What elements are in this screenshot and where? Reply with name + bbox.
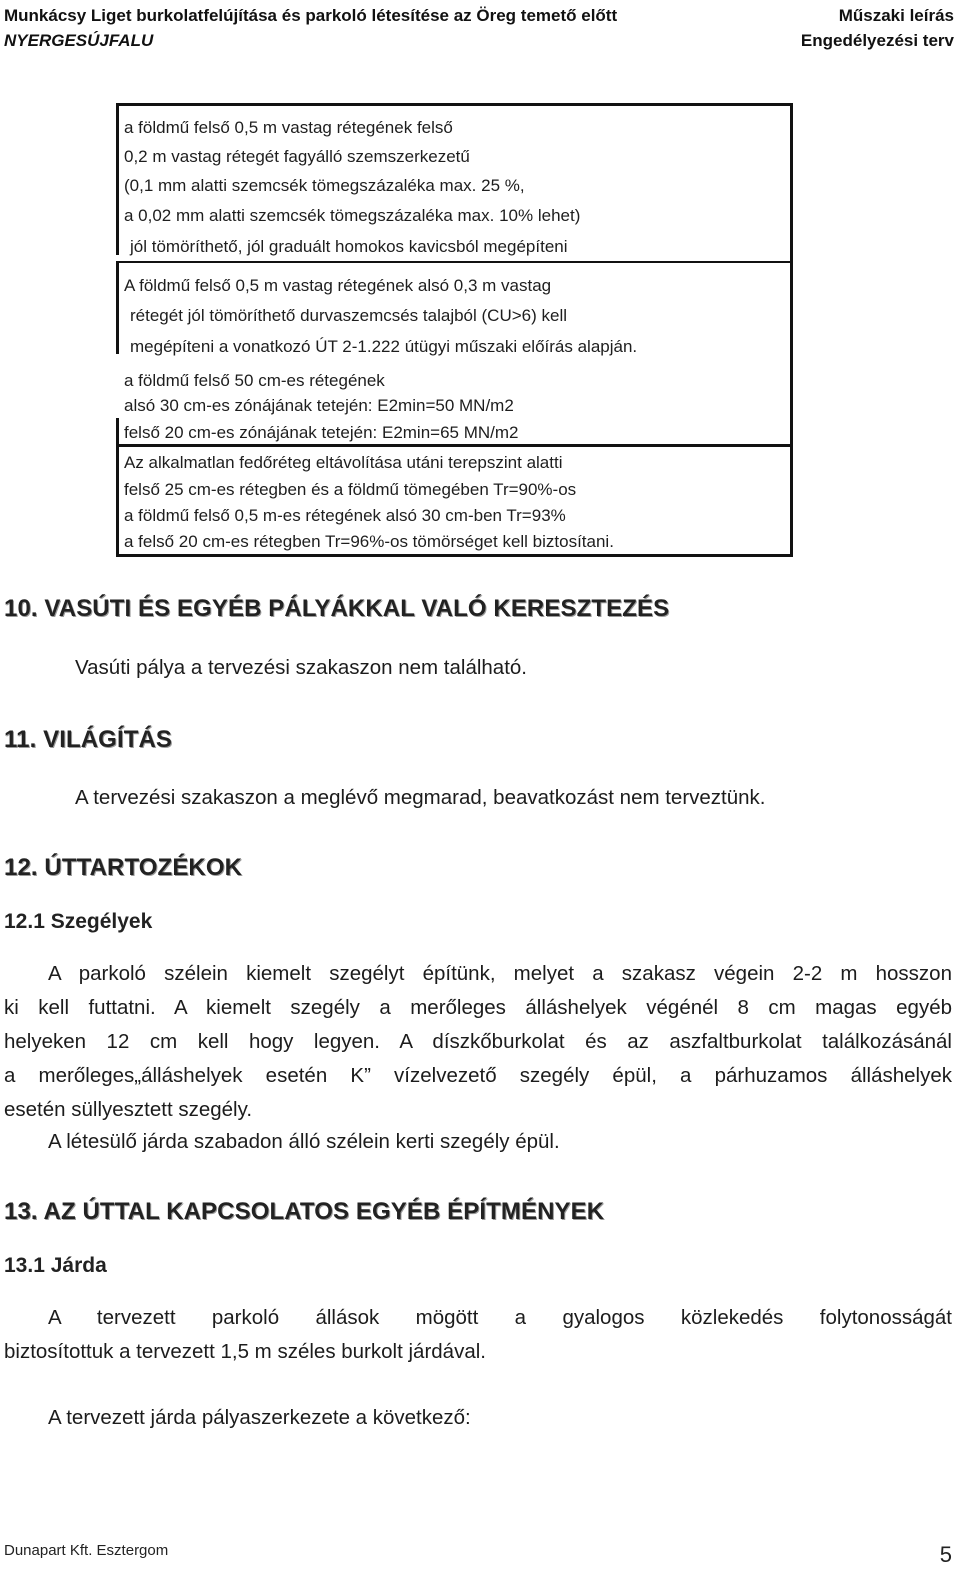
subsection-heading-12-1: 12.1 Szegélyek: [4, 910, 153, 933]
box-border-left-mid: [116, 262, 119, 354]
spec-line: Az alkalmatlan fedőréteg eltávolítása utáni terepszint alatti: [124, 453, 563, 472]
project-location: NYERGESÚJFALU: [4, 31, 154, 50]
box-border-top: [116, 103, 793, 106]
spec-line: a földmű felső 50 cm-es rétegének: [124, 371, 385, 390]
box-divider-1: [116, 261, 793, 263]
document-header-right: [801, 3, 954, 53]
spec-line: jól tömöríthető, jól graduált homokos kavicsból megépíteni: [130, 237, 568, 256]
spec-line: alsó 30 cm-es zónájának tetején: E2min=50 MN/m2: [124, 396, 514, 415]
box-border-left-upper: [116, 103, 119, 255]
spec-line: a földmű felső 0,5 m-es rétegének alsó 30 cm-ben Tr=93%: [124, 506, 566, 525]
paragraph-line: helyeken 12 cm kell hogy legyen. A díszkőburkolat és az aszfaltburkolat találkozásánál: [4, 1030, 952, 1053]
paragraph-line: A parkoló szélein kiemelt szegélyt építünk, melyet a szakasz végein 2-2 m hosszon: [48, 962, 952, 985]
paragraph-line: A tervezett járda pályaszerkezete a következő:: [48, 1406, 471, 1429]
box-border-right: [790, 103, 793, 557]
section-heading-13: 13. AZ ÚTTAL KAPCSOLATOS EGYÉB ÉPÍTMÉNYEK: [4, 1198, 605, 1225]
paragraph-line: biztosítottuk a tervezett 1,5 m széles burkolt járdával.: [4, 1340, 486, 1363]
paragraph-line: A létesülő járda szabadon álló szélein kerti szegély épül.: [48, 1130, 560, 1153]
paragraph-line: ki kell futtatni. A kiemelt szegély a merőleges álláshelyek végénél 8 cm magas egyéb: [4, 996, 952, 1019]
spec-line: megépíteni a vonatkozó ÚT 2-1.222 útügyi műszaki előírás alapján.: [130, 337, 638, 356]
section-10-text: Vasúti pálya a tervezési szakaszon nem található.: [75, 656, 528, 679]
box-border-bottom: [116, 554, 793, 557]
spec-line: (0,1 mm alatti szemcsék tömegszázaléka max. 25 %,: [124, 176, 525, 195]
design-phase: Engedélyezési terv: [800, 31, 954, 50]
document-header-left: [4, 3, 617, 53]
spec-line: a felső 20 cm-es rétegben Tr=96%-os tömörséget kell biztosítani.: [124, 532, 614, 551]
spec-line: 0,2 m vastag rétegét fagyálló szemszerkezetű: [124, 147, 470, 166]
project-title: Munkácsy Liget burkolatfelújítása és parkoló létesítése az Öreg temető előtt: [4, 6, 618, 25]
footer-company: Dunapart Kft. Esztergom: [4, 1542, 169, 1559]
paragraph-line: esetén süllyesztett szegély.: [4, 1098, 253, 1121]
paragraph-line: A tervezett parkoló állások mögött a gyalogos közlekedés folytonosságát: [48, 1306, 952, 1329]
spec-line: rétegét jól tömöríthető durvaszemcsés talajból (CU>6) kell: [130, 306, 567, 325]
box-border-left-lower: [116, 418, 119, 557]
document-type: Műszaki leírás: [838, 6, 954, 25]
paragraph-line: a merőleges„álláshelyek esetén K” vízelvezető szegély épül, a párhuzamos álláshelyek: [4, 1064, 952, 1087]
spec-line: A földmű felső 0,5 m vastag rétegének alsó 0,3 m vastag: [124, 276, 552, 295]
section-heading-12: 12. ÚTTARTOZÉKOK: [4, 854, 243, 881]
spec-line: felső 25 cm-es rétegben és a földmű tömegében Tr=90%-os: [124, 480, 577, 499]
spec-line: a 0,02 mm alatti szemcsék tömegszázaléka max. 10% lehet): [124, 206, 581, 225]
box-divider-3: [116, 444, 793, 447]
section-11-text: A tervezési szakaszon a meglévő megmarad, beavatkozást nem terveztünk.: [75, 786, 766, 809]
page-number: 5: [939, 1542, 952, 1567]
section-heading-10: 10. VASÚTI ÉS EGYÉB PÁLYÁKKAL VALÓ KERESZTEZÉS: [4, 595, 670, 622]
spec-line: felső 20 cm-es zónájának tetején: E2min=65 MN/m2: [124, 423, 519, 442]
spec-line: a földmű felső 0,5 m vastag rétegének felső: [124, 118, 453, 137]
subsection-heading-13-1: 13.1 Járda: [4, 1254, 107, 1277]
section-heading-11: 11. VILÁGÍTÁS: [4, 726, 173, 753]
